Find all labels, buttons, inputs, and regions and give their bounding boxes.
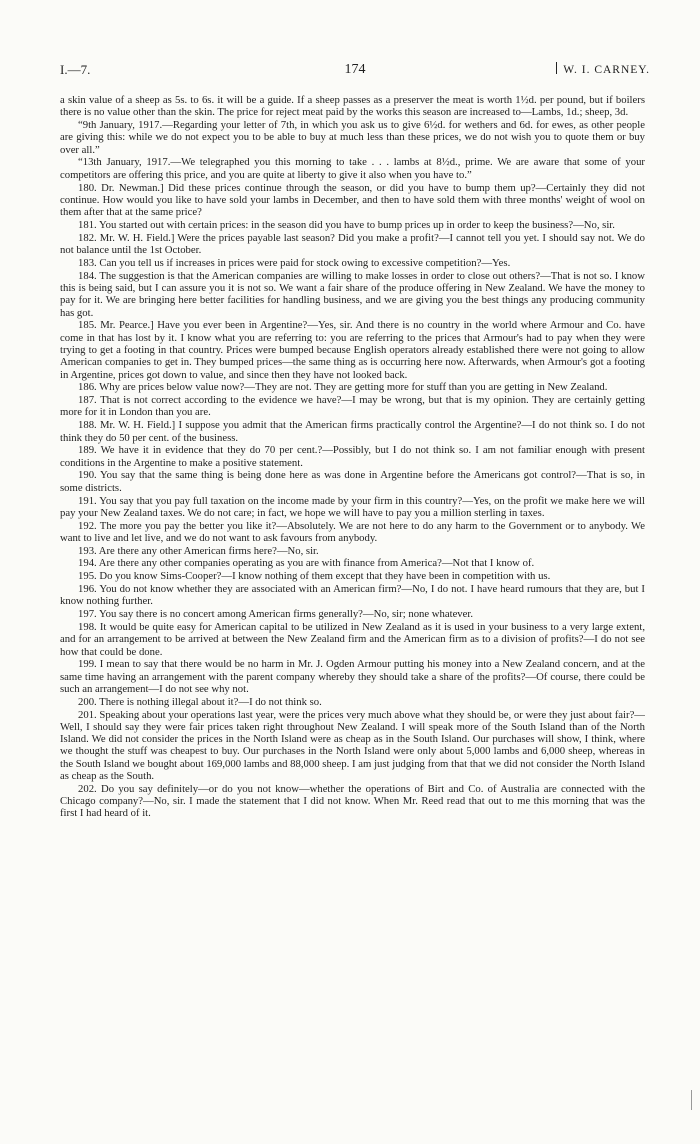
paragraph: 183. Can you tell us if increases in prices were paid for stock owing to excessive competition?—Yes. (78, 256, 511, 269)
paragraph: 190. You say that the same thing is being done here as was done in Argentine before the Americans got control?—That is so, in some districts. (60, 469, 645, 494)
margin-rule (691, 1090, 692, 1110)
page-header (60, 62, 650, 82)
paragraph: 195. Do you know Sims-Cooper?—I know nothing of them except that they have been in competition with us. (78, 570, 551, 583)
paragraph: 185. Mr. Pearce.] Have you ever been in Argentine?—Yes, sir. And there is no country in the world where Armour and Co. have come in that has lost by it. I know what you are referring to: you are referring to the prices that Armour's had to pay when they were trying to get a footing in that country. Prices were bumped because English operators already established there were not going to allow American companies to get in. They bumped prices—the same thing as is occurring here now. Afterwards, when Armour's got a footing in Argentine, prices got down to value, and since then they have not looked back. (60, 319, 645, 381)
document-body (60, 94, 645, 820)
paragraph: 201. Speaking about your operations last year, were the prices very much above what they should be, or were they just about fair?—Well, I should say they were fair prices taken right throughout New Zealand. I will speak more of the South Island than of the North Island. We did not consider the prices in the North Island were as cheap as in the South Island. Our purchases will show, I think, where we thought the stuff was cheapest to buy. Our purchases in the North Island were only about 5,000 lambs and 6,000 sheep, whereas in the South Island we bought about 169,000 lambs and 88,000 sheep. I am just judging from that that we did not consider the North Island as cheap as the South. (60, 708, 645, 783)
paragraph: 192. The more you pay the better you like it?—Absolutely. We are not here to do any harm to the Government or to anybody. We want to live and let live, and we do not want to ask favours from anybody. (60, 519, 645, 544)
header-divider (556, 62, 557, 74)
paragraph: 202. Do you say definitely—or do you not know—whether the operations of Birt and Co. of Australia are connected with the Chicago company?—No, sir. I made the statement that I did not know. When Mr. Reed read that out to me this morning that was the first I had heard of it. (60, 782, 645, 820)
paragraph: 194. Are there any other companies operating as you are with finance from America?—Not that I know of. (78, 557, 535, 570)
paragraph: 187. That is not correct according to the evidence we have?—I may be wrong, but that is my opinion. They are certainly getting more for it in London than you are. (60, 394, 645, 419)
paragraph: “9th January, 1917.—Regarding your letter of 7th, in which you ask us to give 6½d. for wethers and 6d. for ewes, as other people are giving this: while we do not expect you to be able to buy at much less than these prices, we do not wish you to quote them or buy over all.” (60, 119, 645, 156)
paragraph: 200. There is nothing illegal about it?—I do not think so. (78, 695, 322, 708)
paragraph: 197. You say there is no concert among American firms generally?—No, sir; none whatever. (78, 608, 474, 621)
section-reference: I.—7. (60, 62, 91, 77)
paragraph: 196. You do not know whether they are associated with an American firm?—No, I do not. I have heard rumours that they are, but I know nothing further. (60, 583, 645, 608)
witness-name-text: W. I. CARNEY. (563, 64, 650, 76)
paragraph: 182. Mr. W. H. Field.] Were the prices payable last season? Did you make a profit?—I cannot tell you yet. I should say not. We do not balance until the 1st October. (60, 231, 645, 257)
paragraph: 184. The suggestion is that the American companies are willing to make losses in order to close out others?—That is not so. I know this is being said, but I can assure you it is not so. We want a fair share of the produce offering in New Zealand. We have the money to pay for it. We are bringing here better facilities for handling business, and we are giving you the best things any producing community has got. (60, 269, 645, 319)
page-number: 174 (344, 62, 366, 77)
paragraph: 189. We have it in evidence that they do 70 per cent.?—Possibly, but I do not think so. I am not familiar enough with present conditions in the Argentine to make a positive statement. (60, 444, 645, 469)
paragraph: 198. It would be quite easy for American capital to be utilized in New Zealand as it is used in your business to a very large extent, and for an arrangement to be arrived at between the New Zealand firm and the American firm as to a division of profits?—I do not see how that could be done. (60, 620, 645, 658)
paragraph: 193. Are there any other American firms here?—No, sir. (78, 544, 319, 557)
paragraph: “13th January, 1917.—We telegraphed you this morning to take . . . lambs at 8½d., prime. We are aware that some of your competitors are offering this price, and you are quite at liberty to give it also when you have to.” (60, 156, 645, 181)
paragraph: 181. You started out with certain prices: in the season did you have to bump prices up in order to keep the business?—No, sir. (78, 218, 615, 231)
paragraph: 186. Why are prices below value now?—They are not. They are getting more for stuff than you are getting in New Zealand. (78, 381, 608, 394)
paragraph: 199. I mean to say that there would be no harm in Mr. J. Ogden Armour putting his money into a New Zealand concern, and at the same time having an arrangement with the parent company whereby they should take a share of the profits?—Of course, there could be such an arrangement—I do not see why not. (60, 658, 645, 695)
paragraph: 191. You say that you pay full taxation on the income made by your firm in this country?—Yes, on the profit we make here we will pay your New Zealand taxes. We do not care; in fact, we hope we will have to pay you a million sterling in taxes. (60, 494, 645, 519)
paragraph: 180. Dr. Newman.] Did these prices continue through the season, or did you have to bump them up?—Certainly they did not continue. How would you like to have sold your lambs in December, and then to have sold them with three months' weight of wool on them after that at the same price? (60, 181, 645, 219)
witness-name (556, 62, 650, 76)
paragraph: 188. Mr. W. H. Field.] I suppose you admit that the American firms practically control the Argentine?—I do not think so. I do not think they do 50 per cent. of the business. (60, 419, 645, 444)
paragraph: a skin value of a sheep as 5s. to 6s. it will be a guide. If a sheep passes as a preserver the meat is worth 1½d. per pound, but if boilers there is no value other than the skin. The price for reject meat paid by the works this season are increased to—Lambs, 1d.; sheep, 3d. (60, 94, 645, 119)
